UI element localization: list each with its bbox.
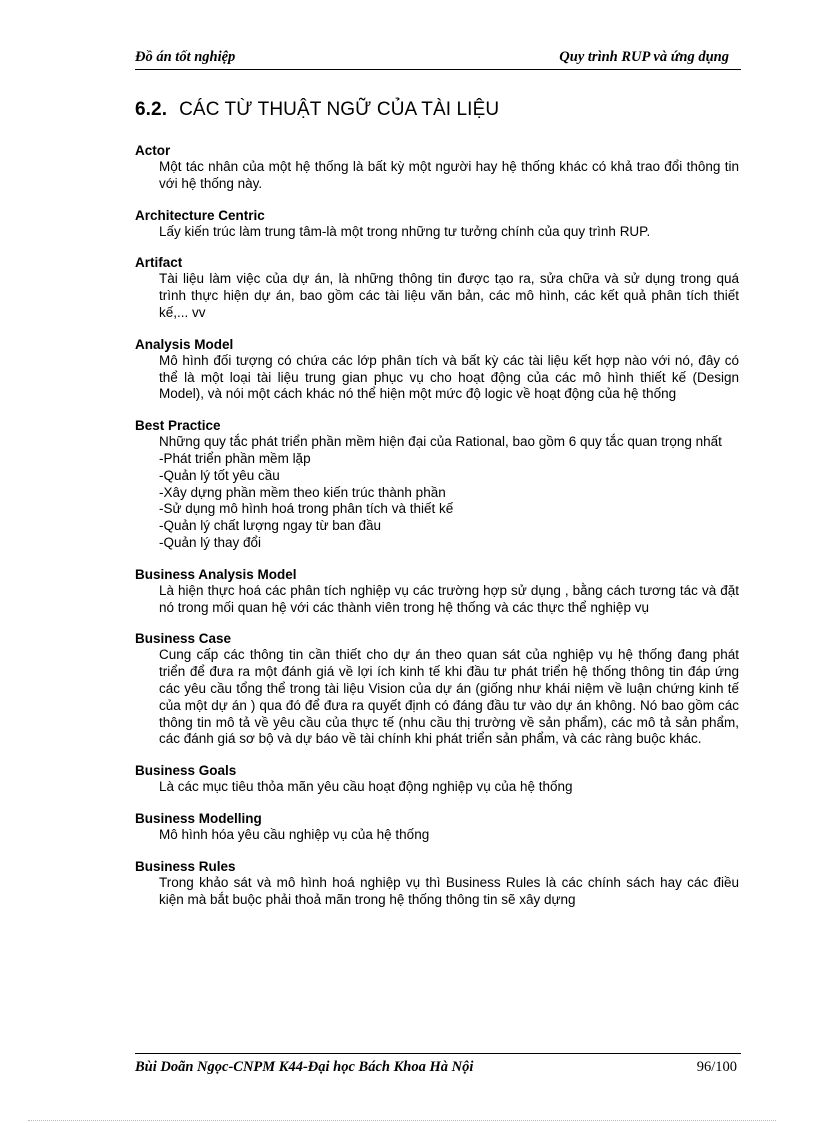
page-header [135, 49, 741, 70]
page-footer [135, 1053, 741, 1082]
term: Business Analysis Model [135, 566, 297, 582]
footer-author: Bùi Doãn Ngọc-CNPM K44-Đại học Bách Khoa Hà Nội [135, 1059, 474, 1075]
definition-block [159, 434, 739, 552]
term: Business Case [135, 631, 232, 647]
list-item: -Xây dựng phần mềm theo kiến trúc thành phần [159, 484, 446, 500]
section-number: 6.2. [135, 99, 168, 120]
definition: Cung cấp các thông tin cần thiết cho dự án theo quan sát của nghiệp vụ hệ thống đang phát triển để đưa ra một đánh giá về lợi ích kinh tế khi đầu tư phát triển hệ thống thông tin đáp ứng các yêu cầu tổng thể trong tài liệu Vision của dự án (giống như khái niệm về luận chứng kinh tế của một dự án ) qua đó để đưa ra quyết định có đáng đầu tư vào dự án không. Nó bao gồm các thông tin mô tả về yêu cầu của thực tế (nhu cầu thị trường về sản phẩm), các mô tả sản phẩm, các đánh giá sơ bộ và dự báo về tài chính khi phát triển sản phẩm, và các ràng buộc khác. [159, 647, 739, 747]
definition: Mô hình hóa yêu cầu nghiệp vụ của hệ thống [159, 826, 430, 842]
section-title: CÁC TỪ THUẬT NGỮ CỦA TÀI LIỆU [179, 99, 500, 120]
glossary-entry-business-analysis-model [135, 567, 739, 617]
term: Business Rules [135, 858, 236, 874]
glossary-entry-artifact [135, 255, 739, 321]
glossary-entry-best-practice [135, 418, 739, 552]
glossary-entry-analysis-model [135, 337, 739, 403]
page-bottom-divider [28, 1120, 776, 1121]
definition: Một tác nhân của một hệ thống là bất kỳ một người hay hệ thống khác có khả trao đổi thông tin với hệ thống này. [159, 159, 739, 191]
list-item: -Quản lý chất lượng ngay từ ban đầu [159, 518, 382, 534]
page-number: 96/100 [696, 1059, 737, 1075]
definition: Là các mục tiêu thỏa mãn yêu cầu hoạt động nghiệp vụ của hệ thống [159, 779, 573, 795]
list-item: -Quản lý thay đổi [159, 534, 262, 550]
term: Business Goals [135, 763, 237, 779]
glossary-entry-actor [135, 143, 739, 193]
header-left-text: Đồ án tốt nghiệp [135, 49, 236, 65]
section-heading [135, 99, 499, 121]
term: Analysis Model [135, 336, 234, 352]
definition: Mô hình đối tượng có chứa các lớp phân tích và bất kỳ các tài liệu kết hợp nào với nó, đây có thể là một loại tài liệu trung gian phục vụ cho hoạt động của các mô hình thiết kế (Design Model), và nói một cách khác nó thể hiện một mức độ logic về hoạt động của hệ thống [159, 352, 739, 402]
glossary-entry-business-case [135, 631, 739, 748]
list-item: -Quản lý tốt yêu cầu [159, 467, 280, 483]
list-item: -Phát triển phần mềm lặp [159, 450, 311, 466]
header-right-text: Quy trình RUP và ứng dụng [559, 49, 729, 65]
glossary-entry-business-modelling [135, 811, 739, 844]
term: Best Practice [135, 418, 221, 434]
term: Business Modelling [135, 810, 262, 826]
definition: Lấy kiến trúc làm trung tâm-là một trong những tư tưởng chính của quy trình RUP. [159, 223, 651, 239]
term: Actor [135, 143, 171, 158]
definition: Trong khảo sát và mô hình hoá nghiệp vụ thì Business Rules là các chính sách hay các điều kiện mà bắt buộc phải thoả mãn trong hệ thống thông tin sẽ xây dựng [159, 874, 739, 907]
list-item: -Sử dụng mô hình hoá trong phân tích và thiết kế [159, 501, 454, 517]
glossary-entry-architecture-centric [135, 208, 739, 241]
definition: Tài liệu làm việc của dự án, là những thông tin được tạo ra, sửa chữa và sử dụng trong quá trình thực hiện dự án, bao gồm các tài liệu văn bản, các mô hình, các kết quả phân tích thiết kế,... vv [159, 271, 739, 320]
term: Architecture Centric [135, 207, 265, 223]
glossary-entry-business-goals [135, 763, 739, 796]
definition: Là hiện thực hoá các phân tích nghiệp vụ các trường hợp sử dụng , bằng cách tương tác và đặt nó trong mối quan hệ với các thành viên trong hệ thống và các thực thể nghiệp vụ [159, 582, 739, 615]
glossary-entry-business-rules [135, 859, 739, 909]
glossary [135, 143, 739, 923]
definition: Những quy tắc phát triển phần mềm hiện đại của Rational, bao gồm 6 quy tắc quan trọng nhất [159, 434, 722, 450]
term: Artifact [135, 255, 183, 271]
